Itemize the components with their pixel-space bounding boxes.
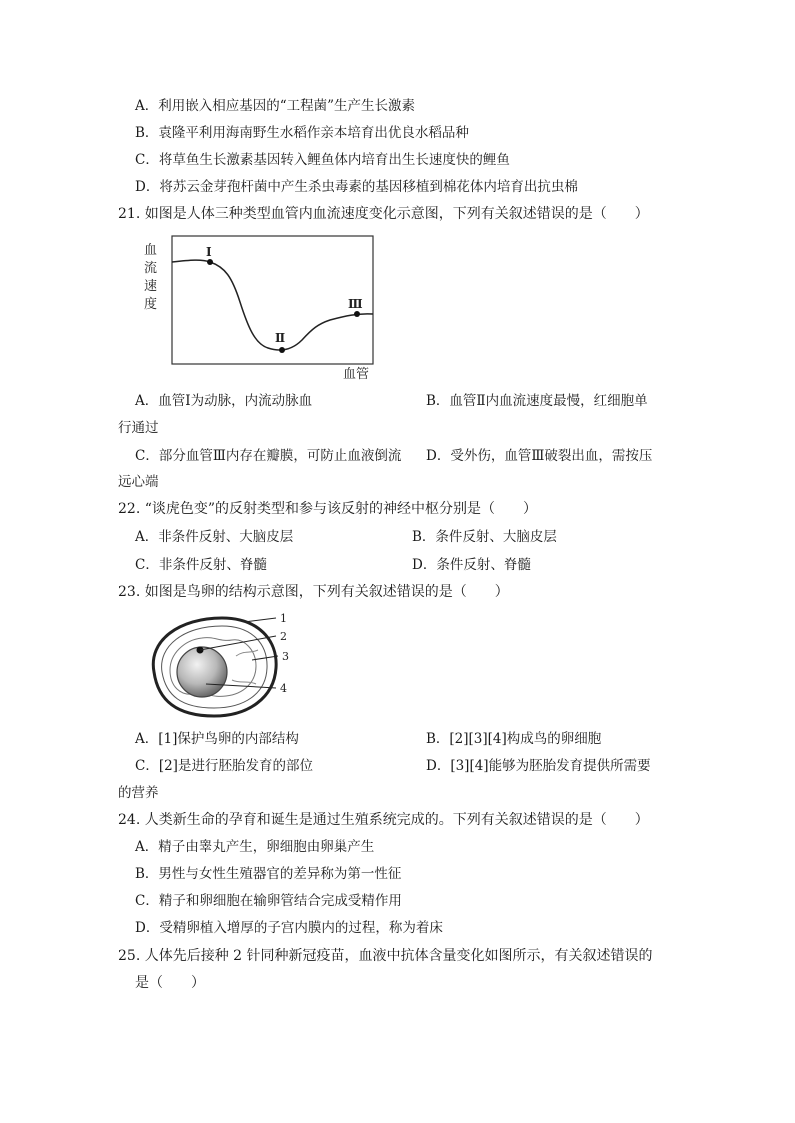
label-2: 2	[280, 630, 287, 643]
q23-option-d-line1: D．[3][4]能够为胚胎发育提供所需要	[426, 758, 651, 774]
ylabel-char-1: 血	[144, 243, 158, 258]
point-1	[207, 259, 213, 265]
q22-option-a: A．非条件反射、大脑皮层	[135, 529, 294, 545]
q21-option-c: C．部分血管Ⅲ内存在瓣膜，可防止血液倒流	[135, 448, 402, 464]
q23-option-b: B．[2][3][4]构成鸟的卵细胞	[426, 731, 602, 747]
point-2	[279, 347, 285, 353]
q20-option-b: B．袁隆平利用海南野生水稻作亲本培育出优良水稻品种	[135, 125, 469, 141]
ylabel-char-3: 速	[144, 279, 158, 294]
q22-option-d: D．条件反射、脊髓	[412, 557, 531, 573]
figure-frame	[172, 236, 373, 364]
q24-option-b: B．男性与女性生殖器官的差异称为第一性征	[135, 866, 402, 882]
q25-stem-line2: 是（ ）	[135, 975, 205, 991]
egg-yolk	[177, 647, 227, 697]
q21-option-b-line1: B．血管Ⅱ内血流速度最慢，红细胞单	[426, 393, 648, 409]
q22-stem: 22. “谈虎色变”的反射类型和参与该反射的神经中枢分别是（ ）	[118, 501, 538, 517]
label-1: 1	[280, 612, 287, 625]
q25-stem-line1: 25. 人体先后接种 2 针同种新冠疫苗，血液中抗体含量变化如图所示，有关叙述错误的	[118, 948, 653, 964]
label-point-2: Ⅱ	[275, 331, 286, 345]
q23-stem: 23. 如图是鸟卵的结构示意图，下列有关叙述错误的是（ ）	[118, 584, 509, 600]
q21-blood-flow-figure	[140, 232, 380, 382]
xlabel: 血管	[343, 367, 370, 382]
q21-option-d-line1: D．受外伤，血管Ⅲ破裂出血，需按压	[426, 448, 653, 464]
point-3	[354, 311, 360, 317]
q23-egg-figure	[140, 610, 300, 722]
q23-option-a: A．[1]保护鸟卵的内部结构	[135, 731, 299, 747]
q24-option-d: D．受精卵植入增厚的子宫内膜内的过程，称为着床	[135, 920, 443, 936]
q21-option-a: A．血管Ⅰ为动脉，内流动脉血	[135, 393, 313, 409]
label-point-1: Ⅰ	[206, 245, 212, 259]
q21-stem: 21. 如图是人体三种类型血管内血流速度变化示意图，下列有关叙述错误的是（ ）	[118, 206, 649, 222]
q24-option-a: A．精子由睾丸产生，卵细胞由卵巢产生	[135, 839, 375, 855]
label-point-3: Ⅲ	[348, 297, 363, 311]
q20-option-c: C．将草鱼生长激素基因转入鲤鱼体内培育出生长速度快的鲤鱼	[135, 152, 510, 168]
q23-option-d-line2: 的营养	[118, 785, 159, 801]
label-3: 3	[282, 650, 289, 663]
label-4: 4	[280, 682, 287, 695]
q23-option-c: C．[2]是进行胚胎发育的部位	[135, 758, 313, 774]
q22-option-c: C．非条件反射、脊髓	[135, 557, 267, 573]
q22-option-b: B．条件反射、大脑皮层	[412, 529, 557, 545]
q20-option-d: D．将苏云金芽孢杆菌中产生杀虫毒素的基因移植到棉花体内培育出抗虫棉	[135, 179, 578, 195]
ylabel-char-4: 度	[144, 297, 158, 312]
velocity-curve	[172, 260, 373, 350]
q20-option-a: A．利用嵌入相应基因的“工程菌”生产生长激素	[135, 98, 416, 114]
ylabel-char-2: 流	[144, 261, 158, 276]
q24-stem: 24. 人类新生命的孕育和诞生是通过生殖系统完成的。下列有关叙述错误的是（ ）	[118, 812, 649, 828]
q21-option-d-line2: 远心端	[118, 474, 159, 490]
q21-option-b-line2: 行通过	[118, 420, 159, 436]
q24-option-c: C．精子和卵细胞在输卵管结合完成受精作用	[135, 893, 402, 909]
